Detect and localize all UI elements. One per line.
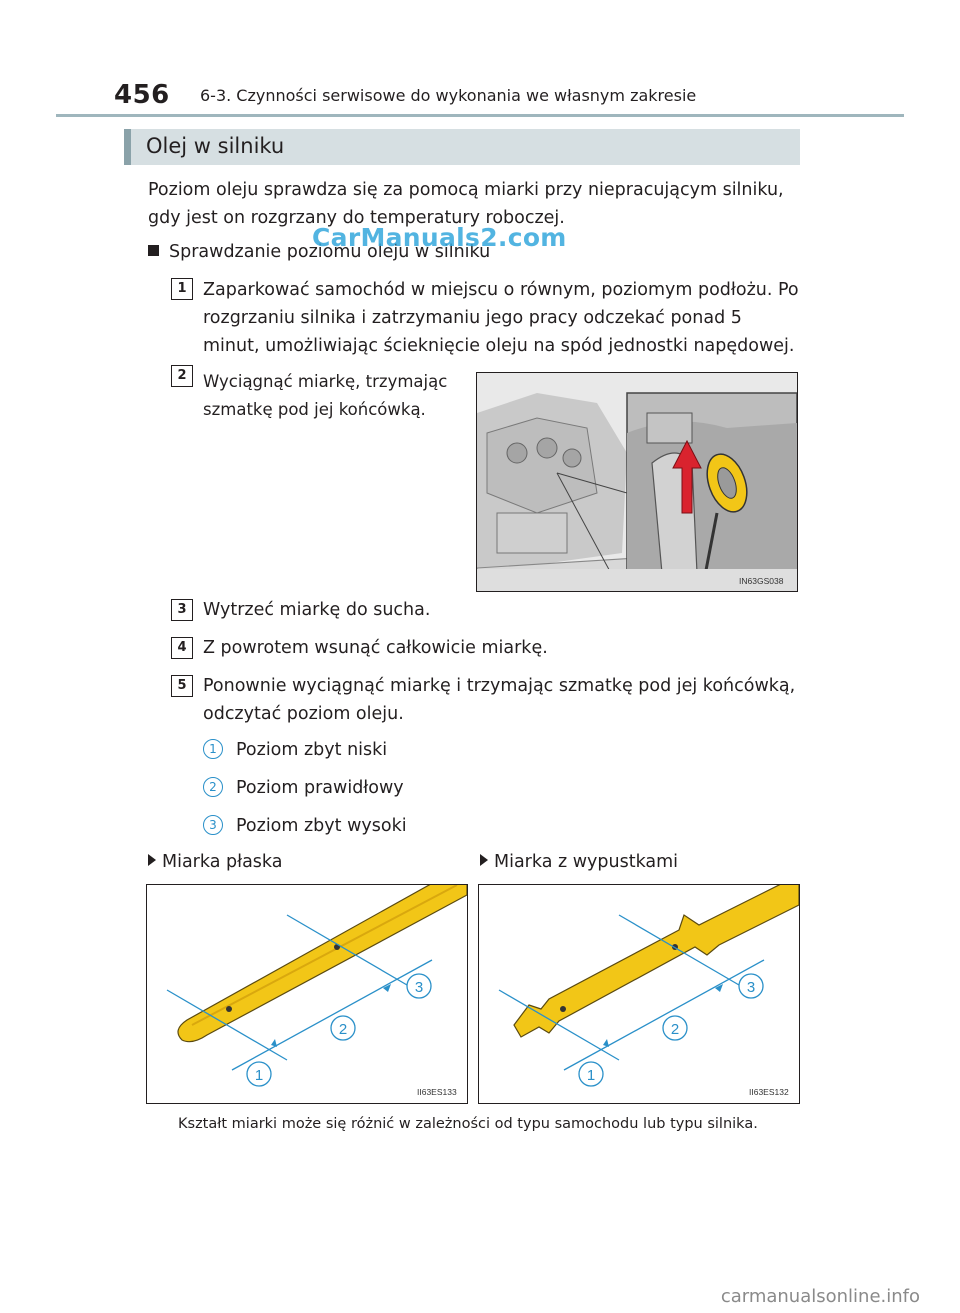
chapter-title: 6-3. Czynności serwisowe do wykonania we własnym zakresie [200,86,697,105]
caption-text: Miarka z wypustkami [494,852,679,872]
footnote: Kształt miarki może się różnić w zależności od typu samochodu lub typu silnika. [178,1116,758,1132]
footer-watermark: carmanualsonline.info [720,1286,920,1307]
figure-code: II63ES132 [749,1087,789,1097]
step-number: 5 [171,675,193,697]
intro-paragraph: Poziom oleju sprawdza się za pomocą miarki przy niepracującym silniku, gdy jest on rozgrzany do temperatury roboczej. [148,180,784,228]
callout-number: 1 [203,739,223,759]
level-label: Poziom prawidłowy [236,778,404,798]
subheading-text: Sprawdzanie poziomu oleju w silniku [169,242,491,262]
figure-code: IN63GS038 [739,576,784,586]
caption-text: Miarka płaska [162,852,283,872]
level-label: Poziom zbyt wysoki [236,816,407,836]
step-text: Wytrzeć miarkę do sucha. [203,600,431,620]
step-text: Ponownie wyciągnąć miarkę i trzymając szmatkę pod jej końcówką, odczytać poziom oleju. [203,676,796,724]
step-text: Wyciągnąć miarkę, trzymając szmatkę pod jej końcówką. [203,372,448,419]
notched-dipstick-caption [480,852,678,872]
step-text: Zaparkować samochód w miejscu o równym, poziomym podłożu. Po rozgrzaniu silnika i zatrzymaniu jego pracy odczekać ponad 5 minut, umożliwiając ścieknięcie oleju na spód jednostki napędowej. [203,280,799,356]
callout-label: 2 [338,1021,348,1038]
notched-dipstick-figure [478,884,800,1104]
flat-dipstick-illustration [147,885,467,1103]
step-number: 3 [171,599,193,621]
callout-label: 3 [746,979,756,996]
callout-number: 3 [203,815,223,835]
engine-figure [476,372,798,592]
callout-label: 3 [414,979,424,996]
triangle-bullet-icon [148,854,156,866]
figure-code: II63ES133 [417,1087,457,1097]
header-divider [56,114,904,117]
triangle-bullet-icon [480,854,488,866]
step-number: 4 [171,637,193,659]
section-heading [124,129,800,165]
section-title: Olej w silniku [146,134,285,158]
callout-number: 2 [203,777,223,797]
watermark-logo: CarManuals2.com [312,223,567,252]
step-number: 1 [171,278,193,300]
level-label: Poziom zbyt niski [236,740,388,760]
notched-dipstick-illustration [479,885,799,1103]
callout-label: 1 [254,1067,264,1084]
engine-bay-illustration [477,373,797,591]
page-number: 456 [114,80,170,110]
flat-dipstick-caption [148,852,282,872]
callout-label: 1 [586,1067,596,1084]
step-number: 2 [171,365,193,387]
callout-label: 2 [670,1021,680,1038]
section-accent [124,129,131,165]
flat-dipstick-figure [146,884,468,1104]
square-bullet-icon [148,245,159,256]
step-text: Z powrotem wsunąć całkowicie miarkę. [203,638,548,658]
